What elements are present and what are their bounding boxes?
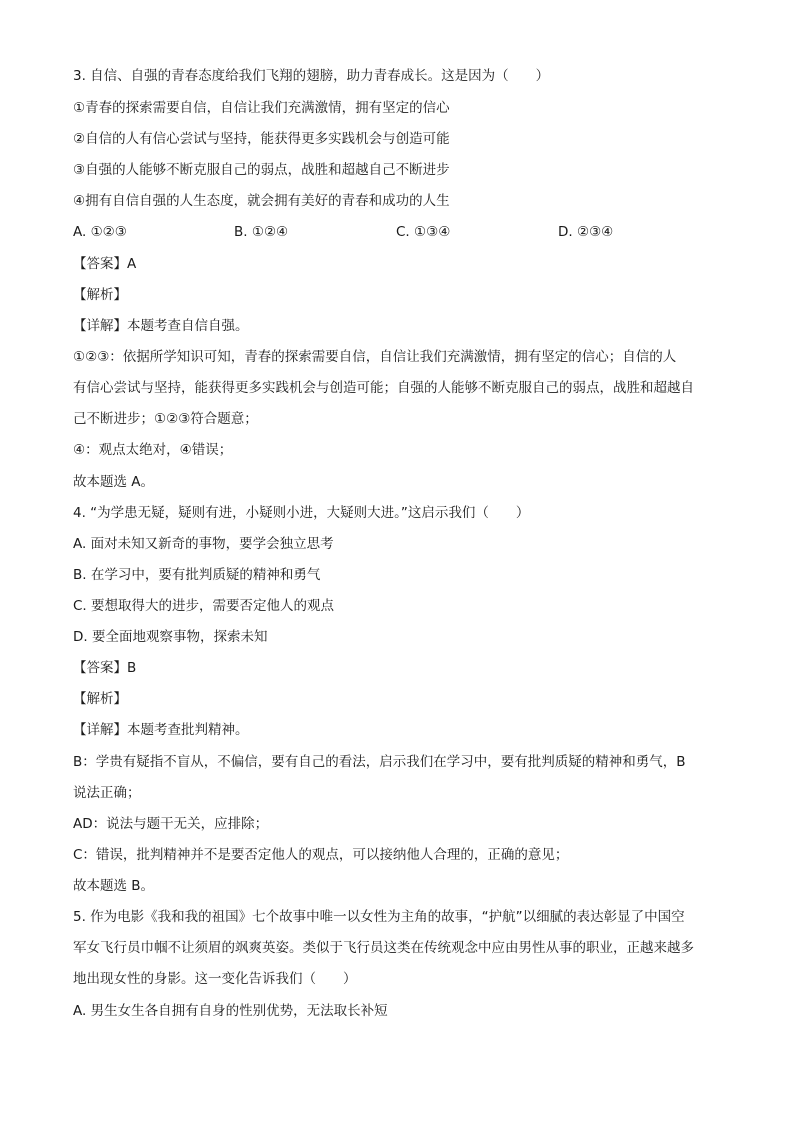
q5-option-a: A. 男生女生各自拥有自身的性别优势，无法取长补短 (73, 1003, 388, 1019)
q3-item-2: ②自信的人有信心尝试与坚持，能获得更多实践机会与创造可能 (73, 131, 450, 147)
q3-item-4: ④拥有自信自强的人生态度，就会拥有美好的青春和成功的人生 (73, 193, 450, 209)
q4-analysis-heading: 【解析】 (73, 691, 127, 707)
q4-conclusion: 故本题选 B。 (73, 878, 155, 894)
q3-analysis-heading: 【解析】 (73, 287, 127, 303)
q3-stem: 3. 自信、自强的青春态度给我们飞翔的翅膀，助力青春成长。这是因为（ ） (73, 68, 550, 84)
q3-explain-line-1: ①②③：依据所学知识可知，青春的探索需要自信，自信让我们充满激情，拥有坚定的信心；自信的人 (73, 349, 677, 365)
q3-option-b: B. ①②④ (234, 224, 289, 240)
q4-option-c: C. 要想取得大的进步，需要否定他人的观点 (73, 598, 335, 614)
q4-explain-line-3: AD：说法与题干无关，应排除； (73, 816, 269, 832)
q5-stem-line-2: 军女飞行员巾帼不让须眉的飒爽英姿。类似于飞行员这类在传统观念中应由男性从事的职业，正越来越多 (73, 940, 694, 956)
q3-item-3: ③自强的人能够不断克服自己的弱点，战胜和超越自己不断进步 (73, 162, 450, 178)
q3-conclusion: 故本题选 A。 (73, 474, 155, 490)
q4-stem: 4. “为学患无疑，疑则有进，小疑则小进，大疑则大进。”这启示我们（ ） (73, 505, 530, 521)
q4-option-b: B. 在学习中，要有批判质疑的精神和勇气 (73, 567, 321, 583)
q4-explain-line-1: B：学贵有疑指不盲从，不偏信，要有自己的看法，启示我们在学习中，要有批判质疑的精神和勇气，B (73, 754, 686, 770)
q4-explain-line-4: C：错误，批判精神并不是要否定他人的观点，可以接纳他人合理的，正确的意见； (73, 847, 569, 863)
q4-option-a: A. 面对未知又新奇的事物，要学会独立思考 (73, 536, 334, 552)
q3-explain-line-2: 有信心尝试与坚持，能获得更多实践机会与创造可能；自强的人能够不断克服自己的弱点，战胜和超越自 (73, 380, 694, 396)
q3-detail: 【详解】本题考查自信自强。 (73, 318, 249, 334)
q3-option-a: A. ①②③ (73, 224, 127, 240)
q4-answer: 【答案】B (73, 660, 137, 676)
q4-explain-line-2: 说法正确； (73, 785, 141, 801)
q3-option-d: D. ②③④ (558, 224, 614, 240)
q3-explain-line-3: 己不断进步；①②③符合题意； (73, 411, 258, 427)
q3-explain-line-4: ④：观点太绝对，④错误； (73, 442, 233, 458)
q3-option-c: C. ①③④ (396, 224, 451, 240)
q5-stem-line-1: 5. 作为电影《我和我的祖国》七个故事中唯一以女性为主角的故事，“护航”以细腻的表达彰显了中国空 (73, 909, 685, 925)
q3-answer: 【答案】A (73, 256, 137, 272)
q5-stem-line-3: 地出现女性的身影。这一变化告诉我们（ ） (73, 971, 357, 987)
q3-item-1: ①青春的探索需要自信，自信让我们充满激情，拥有坚定的信心 (73, 100, 450, 116)
q4-detail: 【详解】本题考查批判精神。 (73, 722, 249, 738)
q4-option-d: D. 要全面地观察事物，探索未知 (73, 629, 268, 645)
